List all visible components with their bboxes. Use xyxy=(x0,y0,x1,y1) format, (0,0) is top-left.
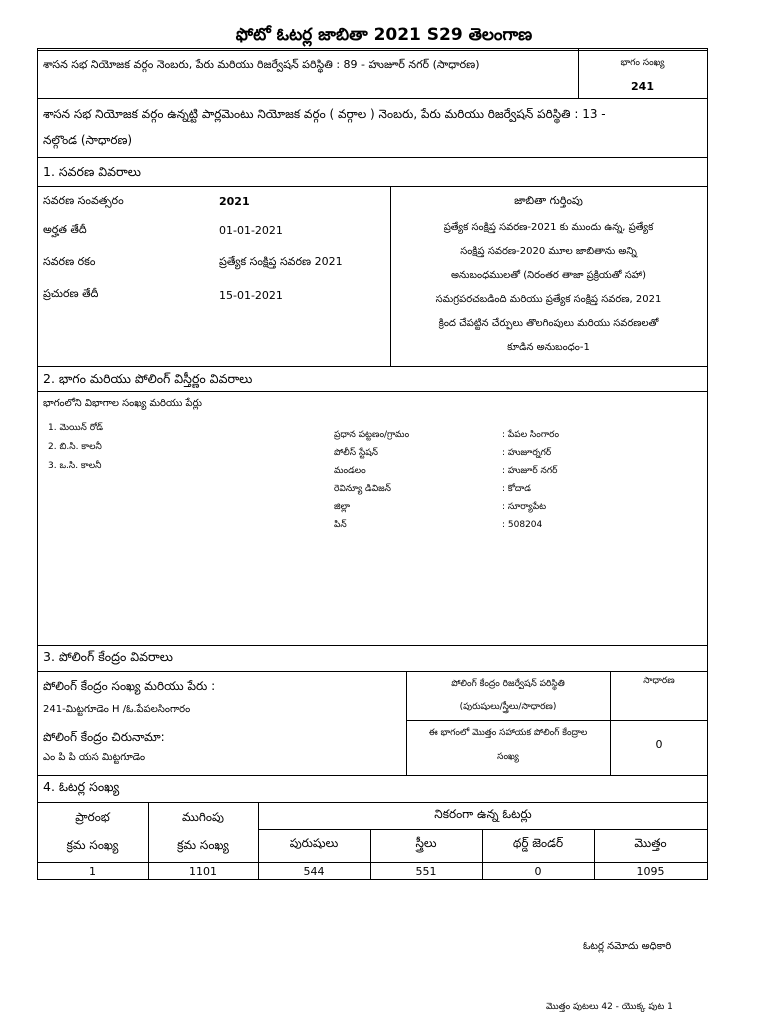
revision-year-value: 2021 xyxy=(219,195,250,208)
start-serial-label: ప్రారంభ xyxy=(75,810,110,824)
sections-subheading: భాగంలోని విభాగాల సంఖ్య మరియు పేర్లు xyxy=(43,398,202,409)
reservation-label: పోలింగ్ కేంద్రం రిజర్వేషన్ పరిస్థితి xyxy=(451,679,565,689)
start-serial-sublabel: క్రమ సంఖ్య xyxy=(66,838,119,852)
area-detail-label: జిల్లా xyxy=(334,502,351,512)
total-count: 1095 xyxy=(636,865,665,878)
page-count: మొత్తం పుటలు 42 - యొక్క పుట 1 xyxy=(546,1002,673,1012)
divider xyxy=(37,862,708,863)
revision-year-label: సవరణ సంవత్సరం xyxy=(43,194,124,207)
reservation-value: సాధారణ xyxy=(643,676,675,686)
aux-stations-value: 0 xyxy=(655,738,663,751)
frame-left-border xyxy=(37,48,38,880)
divider xyxy=(37,671,708,672)
divider xyxy=(37,48,708,49)
divider xyxy=(406,720,708,721)
end-serial-value: 1101 xyxy=(189,865,217,878)
section2-heading: 2. భాగం మరియు పోలింగ్ విస్తీర్ణం వివరాలు xyxy=(43,371,253,386)
part-no-value: 241 xyxy=(631,80,654,93)
area-detail-label: రెవిన్యూ డివిజన్ xyxy=(334,484,392,494)
ps-address-label: పోలింగ్ కేంద్రం చిరునామా: xyxy=(43,730,165,744)
divider xyxy=(37,366,708,367)
section-list xyxy=(48,423,103,480)
divider xyxy=(610,671,611,775)
section1-heading: 1. సవరణ వివరాలు xyxy=(43,164,141,179)
list-id-line: అనుబంధములతో (నిరంతర తాజా ప్రక్రియతో సహా) xyxy=(451,270,646,281)
section-list-item: 3. ఒ.సి. కాలనీ xyxy=(48,461,102,471)
publication-date-value: 15-01-2021 xyxy=(219,289,283,302)
aux-stations-label: ఈ భాగంలో మొత్తం సహాయక పోలింగ్ కేంద్రాల xyxy=(428,728,588,738)
area-detail-value: : పేపల సింగారం xyxy=(502,430,560,440)
list-id-description xyxy=(390,221,707,365)
divider xyxy=(37,50,708,51)
electoral-officer-label: ఓటర్ల నమోదు అధికారి xyxy=(583,941,672,952)
aux-stations-sublabel: సంఖ్య xyxy=(497,752,519,762)
constituency-info: శాసన సభ నియోజక వర్గం నెంబరు, పేరు మరియు రిజర్వేషన్ పరిస్థితి : 89 - హుజూర్ నగర్ (సాధారణ) xyxy=(43,58,480,71)
male-column-header: పురుషులు xyxy=(289,836,339,850)
ps-address-value: ఎం పి పి యస మిట్టగూడెం xyxy=(43,752,146,763)
qualifying-date-value: 01-01-2021 xyxy=(219,224,283,237)
end-serial-sublabel: క్రమ సంఖ్య xyxy=(177,838,229,852)
divider xyxy=(258,829,708,830)
area-detail-value: : హుజూర్ నగర్ xyxy=(502,466,558,476)
total-column-header: మొత్తం xyxy=(634,836,667,850)
section-list-item: 1. మెయిన్ రోడ్ xyxy=(48,423,104,433)
divider xyxy=(37,879,708,880)
list-id-line: సమగ్రపరచబడింది మరియు ప్రత్యేక సంక్షిప్త సవరణ, 2021 xyxy=(435,294,662,305)
ps-no-name-value: 241-మిట్టగూడెం H /ఓ.పేపలసింగారం xyxy=(43,704,191,715)
female-count: 551 xyxy=(415,865,437,878)
publication-date-label: ప్రచురణ తేదీ xyxy=(43,287,99,300)
area-detail-value: : కోదాడ xyxy=(502,484,531,494)
divider xyxy=(37,98,708,99)
area-detail-label: పిన్ xyxy=(334,520,347,530)
area-detail-value: : సూర్యాపేట xyxy=(502,502,547,512)
male-count: 544 xyxy=(303,865,325,878)
end-serial-label: ముగింపు xyxy=(182,810,224,824)
female-column-header: స్త్రీలు xyxy=(415,836,437,850)
divider xyxy=(37,186,708,187)
revision-type-value: ప్రత్యేక సంక్షిప్త సవరణ 2021 xyxy=(219,255,343,268)
ps-no-name-label: పోలింగ్ కేంద్రం సంఖ్య మరియు పేరు : xyxy=(43,679,216,693)
reservation-sublabel: (పురుషులు/స్త్రీలు/సాధారణ) xyxy=(459,702,557,712)
divider xyxy=(37,157,708,158)
document-title: ఫోటో ఓటర్ల జాబితా 2021 S29 తెలంగాణ xyxy=(235,25,533,45)
parliament-info-line1: శాసన సభ నియోజక వర్గం ఉన్నట్టి పార్లమెంటు నియోజక వర్గం ( వర్గాల ) నెంబరు, పేరు మరియు రిజర్వేషన్ పరిస్థితి : 13 - xyxy=(43,107,606,121)
third-gender-column-header: థర్డ్ జెండర్ xyxy=(512,836,564,850)
area-detail-value: : 508204 xyxy=(502,520,543,530)
divider xyxy=(37,775,708,776)
list-id-line: ప్రత్యేక సంక్షిప్త సవరణ-2021 కు ముందు ఉన్న, ప్రత్యేక xyxy=(443,222,654,233)
section-list-item: 2. బి.సి. కాలనీ xyxy=(48,442,102,452)
parliament-info-line2: నల్గొండ (సాధారణ) xyxy=(43,133,133,147)
part-no-label: భాగం సంఖ్య xyxy=(620,58,665,68)
third-gender-count: 0 xyxy=(534,865,542,878)
list-id-line: కూడిన అనుబంధం-1 xyxy=(507,342,590,353)
area-detail-label: పోలీస్ స్టేషన్ xyxy=(334,448,378,458)
area-detail-label: మండలం xyxy=(334,466,366,476)
list-id-line: క్రింద చేపట్టిన చేర్పులు తొలగింపులు మరియు సవరణలతో xyxy=(438,318,659,329)
section3-heading: 3. పోలింగ్ కేంద్రం వివరాలు xyxy=(43,649,173,664)
area-detail-value: : హుజూర్నగర్ xyxy=(502,448,552,458)
divider xyxy=(37,391,708,392)
divider xyxy=(37,802,708,803)
section4-heading: 4. ఓటర్ల సంఖ్య xyxy=(43,779,120,794)
divider xyxy=(37,645,708,646)
frame-right-border xyxy=(707,48,708,880)
list-id-heading: జాబితా గుర్తింపు xyxy=(514,194,583,207)
list-id-line: సంక్షిప్త సవరణ-2020 మూల జాబితాను అన్ని xyxy=(460,246,637,257)
area-detail-label: ప్రధాన పట్టణం/గ్రామం xyxy=(334,430,410,440)
qualifying-date-label: అర్హత తేదీ xyxy=(43,223,87,236)
revision-type-label: సవరణ రకం xyxy=(43,255,96,268)
net-voters-heading: నికరంగా ఉన్న ఓటర్లు xyxy=(434,807,532,821)
start-serial-value: 1 xyxy=(89,865,96,878)
